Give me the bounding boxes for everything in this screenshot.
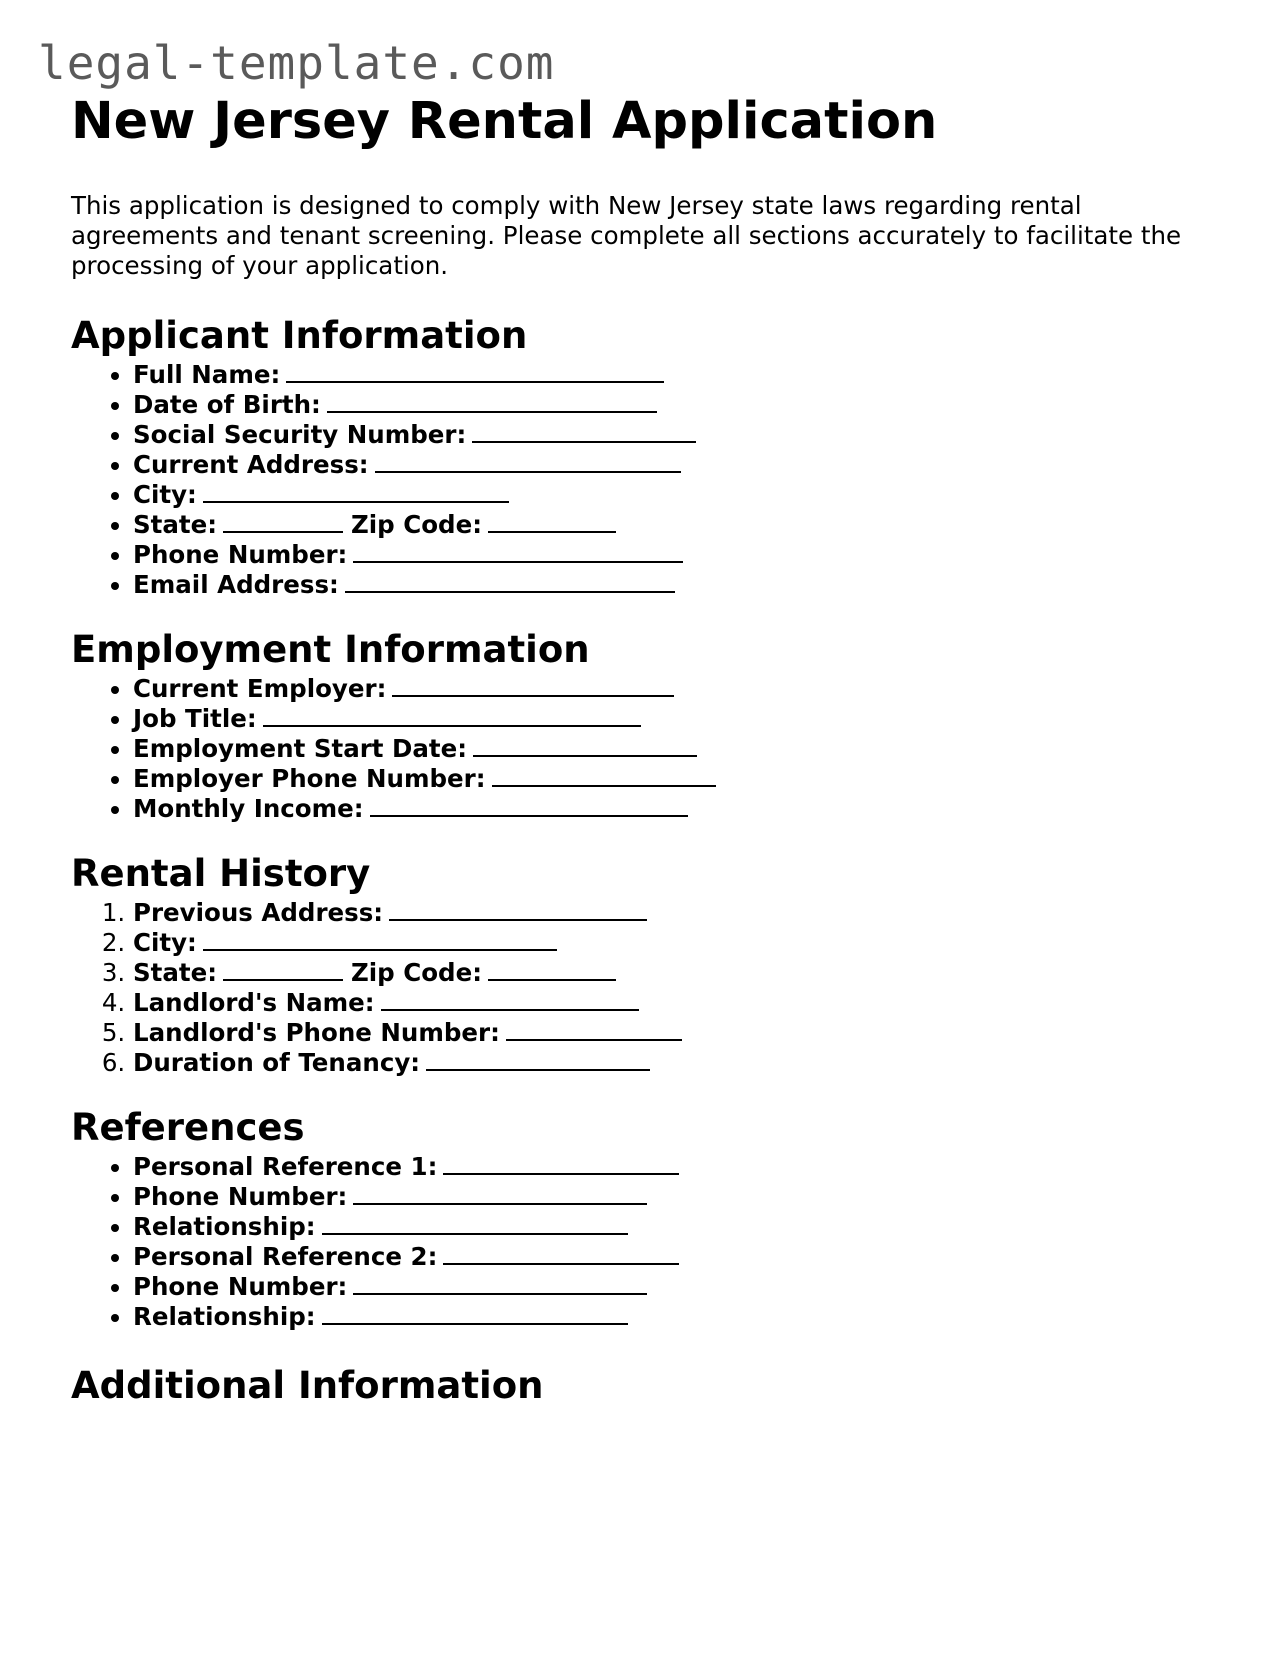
section-heading-employment: Employment Information bbox=[71, 628, 590, 671]
field-label: Zip Code: bbox=[351, 958, 483, 987]
field-label: Current Address: bbox=[133, 450, 369, 479]
field-label: Email Address: bbox=[133, 570, 339, 599]
field-label: Employment Start Date: bbox=[133, 734, 468, 763]
blank-line bbox=[381, 989, 639, 1011]
blank-line bbox=[203, 929, 557, 951]
blank-line bbox=[426, 1049, 650, 1071]
blank-line bbox=[492, 765, 716, 787]
field-personal-reference-1 bbox=[133, 1152, 1231, 1182]
rental-history-fields bbox=[71, 898, 1231, 1078]
field-personal-reference-2 bbox=[133, 1242, 1231, 1272]
field-reference-2-phone bbox=[133, 1272, 1231, 1302]
field-label: State: bbox=[133, 958, 218, 987]
field-label: City: bbox=[133, 928, 197, 957]
blank-line bbox=[472, 421, 696, 443]
blank-line bbox=[286, 361, 664, 383]
blank-line bbox=[203, 481, 509, 503]
blank-line bbox=[443, 1153, 679, 1175]
field-current-address bbox=[133, 450, 1231, 480]
blank-line bbox=[322, 1303, 628, 1325]
blank-line bbox=[370, 795, 688, 817]
blank-line bbox=[389, 899, 647, 921]
reference-2-fields bbox=[71, 1242, 1231, 1332]
field-monthly-income bbox=[133, 794, 1231, 824]
blank-line bbox=[223, 511, 343, 533]
field-label: Relationship: bbox=[133, 1212, 316, 1241]
field-label: Phone Number: bbox=[133, 1272, 348, 1301]
blank-line bbox=[322, 1213, 628, 1235]
field-previous-address bbox=[133, 898, 1231, 928]
field-label: Relationship: bbox=[133, 1302, 316, 1331]
section-heading-references: References bbox=[71, 1106, 305, 1149]
watermark: legal-template.com bbox=[38, 36, 555, 90]
field-employer-phone bbox=[133, 764, 1231, 794]
section-heading-rental-history: Rental History bbox=[71, 852, 371, 895]
field-label: Job Title: bbox=[133, 704, 257, 733]
field-reference-2-relationship bbox=[133, 1302, 1231, 1332]
blank-line bbox=[488, 959, 616, 981]
field-current-employer bbox=[133, 674, 1231, 704]
field-label: Duration of Tenancy: bbox=[133, 1048, 421, 1077]
field-landlord-name bbox=[133, 988, 1231, 1018]
blank-line bbox=[473, 735, 697, 757]
field-reference-1-phone bbox=[133, 1182, 1231, 1212]
blank-line bbox=[353, 1273, 647, 1295]
field-duration-of-tenancy bbox=[133, 1048, 1231, 1078]
field-label: Phone Number: bbox=[133, 540, 348, 569]
blank-line bbox=[488, 511, 616, 533]
field-employment-start-date bbox=[133, 734, 1231, 764]
field-label: Personal Reference 2: bbox=[133, 1242, 438, 1271]
blank-line bbox=[353, 1183, 647, 1205]
field-full-name bbox=[133, 360, 1231, 390]
section-heading-applicant: Applicant Information bbox=[71, 314, 528, 357]
field-label: Landlord's Phone Number: bbox=[133, 1018, 500, 1047]
field-landlord-phone bbox=[133, 1018, 1231, 1048]
blank-line bbox=[506, 1019, 682, 1041]
field-label: State: bbox=[133, 510, 218, 539]
field-label: Date of Birth: bbox=[133, 390, 321, 419]
employment-fields bbox=[71, 674, 1231, 824]
blank-line bbox=[327, 391, 657, 413]
blank-line bbox=[443, 1243, 679, 1265]
field-label: Previous Address: bbox=[133, 898, 384, 927]
blank-line bbox=[345, 571, 675, 593]
field-label: Zip Code: bbox=[351, 510, 483, 539]
blank-line bbox=[392, 675, 674, 697]
field-previous-state-zip bbox=[133, 958, 1231, 988]
field-reference-1-relationship bbox=[133, 1212, 1231, 1242]
field-label: Full Name: bbox=[133, 360, 281, 389]
field-label: Social Security Number: bbox=[133, 420, 467, 449]
field-label: Monthly Income: bbox=[133, 794, 364, 823]
field-ssn bbox=[133, 420, 1231, 450]
document-body bbox=[71, 88, 1231, 1410]
field-state-zip bbox=[133, 510, 1231, 540]
field-job-title bbox=[133, 704, 1231, 734]
blank-line bbox=[223, 959, 343, 981]
field-label: City: bbox=[133, 480, 197, 509]
field-label: Landlord's Name: bbox=[133, 988, 375, 1017]
field-label: Current Employer: bbox=[133, 674, 387, 703]
field-date-of-birth bbox=[133, 390, 1231, 420]
blank-line bbox=[353, 541, 683, 563]
blank-line bbox=[263, 705, 641, 727]
field-previous-city bbox=[133, 928, 1231, 958]
field-label: Phone Number: bbox=[133, 1182, 348, 1211]
field-email bbox=[133, 570, 1231, 600]
field-label: Personal Reference 1: bbox=[133, 1152, 438, 1181]
section-heading-additional: Additional Information bbox=[71, 1364, 544, 1407]
field-label: Employer Phone Number: bbox=[133, 764, 486, 793]
intro-paragraph: This application is designed to comply with New Jersey state laws regarding rental agreements and tenant screening. Please complete all sections accurately to facilitate the processing of your application. bbox=[71, 191, 1182, 280]
field-phone bbox=[133, 540, 1231, 570]
page-title: New Jersey Rental Application bbox=[71, 92, 938, 151]
applicant-fields bbox=[71, 360, 1231, 600]
blank-line bbox=[375, 451, 681, 473]
reference-1-fields bbox=[71, 1152, 1231, 1242]
field-city bbox=[133, 480, 1231, 510]
